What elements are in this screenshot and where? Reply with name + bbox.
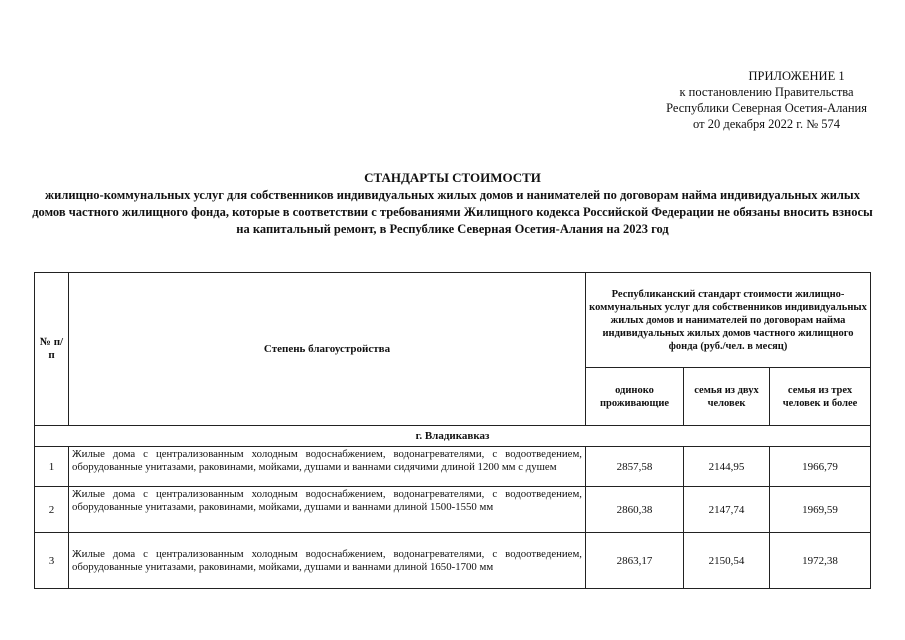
table-row [35, 533, 871, 589]
value-single: 2863,17 [586, 533, 684, 589]
appendix-block [666, 68, 867, 132]
value-single: 2860,38 [586, 487, 684, 533]
value-family-two: 2147,74 [684, 487, 770, 533]
row-number: 1 [35, 447, 69, 487]
header-number: № п/п [35, 273, 69, 426]
value-family-three: 1966,79 [770, 447, 871, 487]
row-description: Жилые дома с централизованным холодным водоснабжением, водонагревателями, с водоотведением, оборудованные унитазами, раковинами, мойками, душами и ваннами длиной 1650-1700 мм [69, 533, 586, 589]
row-number: 3 [35, 533, 69, 589]
row-description: Жилые дома с централизованным холодным водоснабжением, водонагревателями, с водоотведением, оборудованные унитазами, раковинами, мойками, душами и ваннами длиной 1500-1550 мм [69, 487, 586, 533]
document-title: СТАНДАРТЫ СТОИМОСТИ [364, 170, 541, 185]
value-single: 2857,58 [586, 447, 684, 487]
row-number: 2 [35, 487, 69, 533]
table-row [35, 487, 871, 533]
header-single: одиноко проживающие [586, 368, 684, 426]
header-family-three: семья из трех человек и более [770, 368, 871, 426]
value-family-three: 1969,59 [770, 487, 871, 533]
row-description: Жилые дома с централизованным холодным водоснабжением, водонагревателями, с водоотведением, оборудованные унитазами, раковинами, мойками, душами и ваннами сидячими длиной 1200 мм с душем [69, 447, 586, 487]
document-title-block [30, 170, 875, 238]
city-row: г. Владикавказ [35, 426, 871, 447]
header-degree: Степень благоустройства [69, 273, 586, 426]
standards-table [34, 272, 871, 589]
appendix-line-date: от 20 декабря 2022 г. № 574 [693, 117, 841, 131]
header-standard: Республиканский стандарт стоимости жилищно-коммунальных услуг для собственников индивидуальных жилых домов и нанимателей по договорам найма индивидуальных жилых домов частного жилищного фонда (руб./чел. в месяц) [586, 273, 871, 368]
value-family-two: 2150,54 [684, 533, 770, 589]
document-subtitle: жилищно-коммунальных услуг для собственников индивидуальных жилых домов и нанимателей по договорам найма индивидуальных жилых домов частного жилищного фонда, которые в соответствии с требованиями Жилищного кодекса Российской Федерации не обязаны вносить взносы на капитальный ремонт, в Республике Северная Осетия-Алания на 2023 год [32, 188, 873, 236]
header-family-two: семья из двух человек [684, 368, 770, 426]
value-family-three: 1972,38 [770, 533, 871, 589]
value-family-two: 2144,95 [684, 447, 770, 487]
appendix-line-republic: Республики Северная Осетия-Алания [666, 101, 867, 115]
appendix-heading: ПРИЛОЖЕНИЕ 1 [748, 69, 845, 83]
appendix-line-resolution: к постановлению Правительства [679, 85, 854, 99]
table-row [35, 447, 871, 487]
